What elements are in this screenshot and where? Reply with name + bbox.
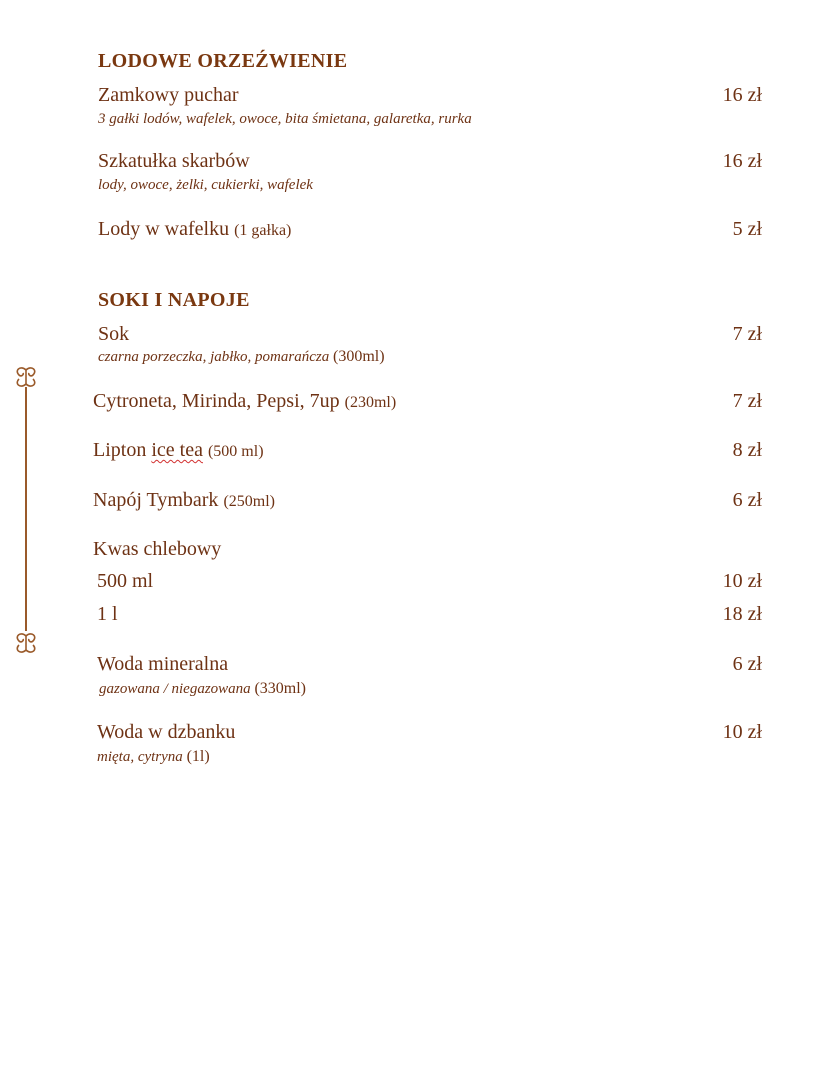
- description-note: (300ml): [332, 348, 385, 365]
- item-name-part: Lipton: [93, 439, 147, 461]
- item-description: [99, 680, 306, 698]
- item-price: 16 zł: [722, 150, 762, 172]
- item-price: 6 zł: [732, 489, 762, 511]
- scroll-ornament-bottom-icon: [12, 632, 40, 654]
- description-text: mięta, cytryna: [97, 749, 183, 765]
- description-text: czarna porzeczka, jabłko, pomarańcza: [98, 349, 330, 365]
- item-note: (500 ml): [207, 443, 264, 460]
- item-name-row: [93, 390, 396, 413]
- item-name: Woda mineralna: [97, 653, 229, 675]
- item-price: 7 zł: [732, 323, 762, 345]
- item-name-spellcheck: ice tea: [151, 439, 203, 461]
- item-name: Lody w wafelku: [98, 218, 230, 240]
- item-description: [97, 748, 210, 766]
- section-heading-drinks: SOKI I NAPOJE: [98, 289, 250, 311]
- item-note: (1 gałka): [234, 222, 292, 239]
- item-name: Kwas chlebowy: [93, 538, 222, 560]
- item-name: Napój Tymbark: [93, 489, 219, 511]
- item-price: 8 zł: [732, 439, 762, 461]
- item-note: (230ml): [344, 394, 397, 411]
- item-name: Sok: [98, 323, 130, 345]
- item-name: Woda w dzbanku: [97, 721, 236, 743]
- item-price: 5 zł: [732, 218, 762, 240]
- item-price: 7 zł: [732, 390, 762, 412]
- item-price: 10 zł: [722, 721, 762, 743]
- variant-size: 1 l: [97, 603, 118, 625]
- item-name: Zamkowy puchar: [98, 84, 239, 106]
- description-text: gazowana / niegazowana: [99, 681, 251, 697]
- item-name: Szkatułka skarbów: [98, 150, 250, 172]
- item-name-row: [93, 489, 275, 512]
- section-heading-ice: LODOWE ORZEŹWIENIE: [98, 50, 348, 72]
- item-description: 3 gałki lodów, wafelek, owoce, bita śmietana, galaretka, rurka: [98, 111, 472, 127]
- variant-price: 10 zł: [722, 570, 762, 592]
- item-price: 6 zł: [732, 653, 762, 675]
- item-price: 16 zł: [722, 84, 762, 106]
- item-note: (250ml): [223, 493, 275, 510]
- item-name: Cytroneta, Mirinda, Pepsi, 7up: [93, 390, 340, 412]
- scroll-ornament-top-icon: [12, 366, 40, 388]
- item-description: lody, owoce, żelki, cukierki, wafelek: [98, 177, 313, 193]
- description-note: (330ml): [254, 680, 306, 697]
- ornament-vertical-line: [25, 387, 27, 631]
- item-description: [98, 348, 385, 366]
- variant-size: 500 ml: [97, 570, 154, 592]
- description-note: (1l): [186, 748, 210, 765]
- variant-price: 18 zł: [722, 603, 762, 625]
- item-name-row: [98, 218, 291, 241]
- item-name-row: [93, 439, 264, 462]
